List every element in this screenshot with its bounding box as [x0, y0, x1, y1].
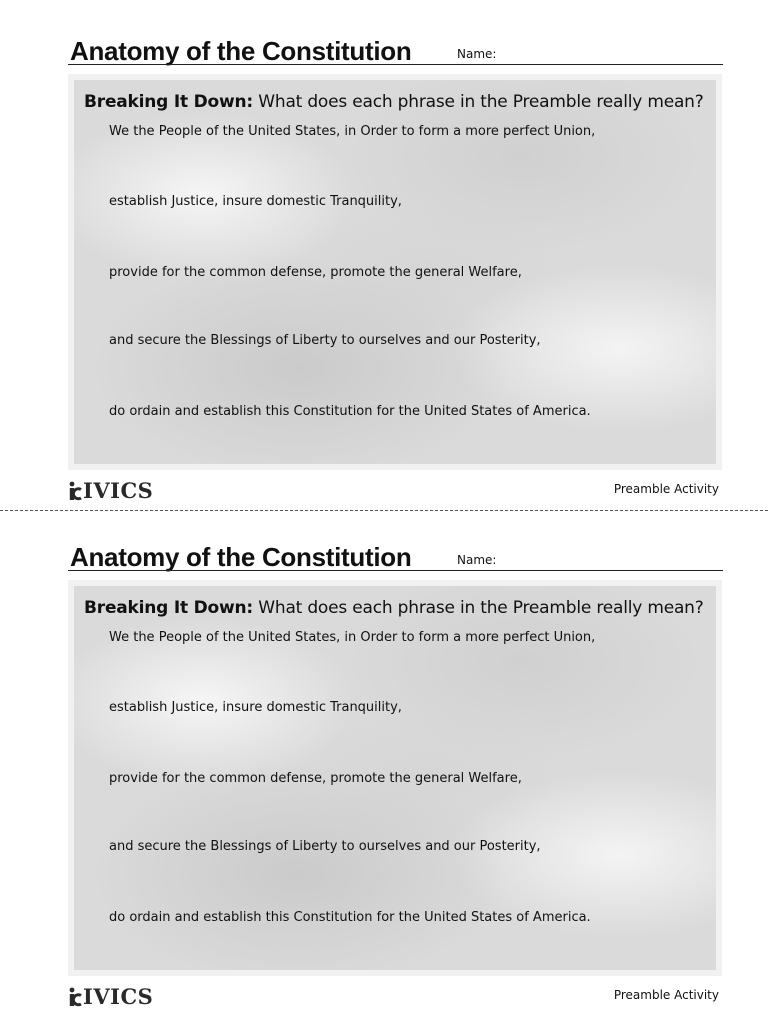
page-title: Anatomy of the Constitution — [70, 36, 412, 66]
icivics-logo — [68, 986, 153, 1007]
heading-lead: Breaking It Down: — [84, 598, 254, 618]
preamble-phrase: provide for the common defense, promote the general Welfare, — [109, 265, 522, 280]
preamble-phrase: and secure the Blessings of Liberty to ourselves and our Posterity, — [109, 839, 541, 854]
heading-lead: Breaking It Down: — [84, 92, 254, 112]
logo-wordmark: IVICS — [83, 984, 154, 1009]
preamble-panel — [68, 74, 722, 470]
preamble-phrase: We the People of the United States, in Order to form a more perfect Union, — [109, 630, 596, 645]
heading-question: What does each phrase in the Preamble really mean? — [258, 598, 704, 618]
worksheet-bottom — [0, 506, 768, 1009]
name-line — [68, 570, 723, 571]
preamble-phrase: do ordain and establish this Constitution for the United States of America. — [109, 404, 591, 419]
preamble-phrase: We the People of the United States, in Order to form a more perfect Union, — [109, 124, 596, 139]
page-title: Anatomy of the Constitution — [70, 542, 412, 572]
name-line — [68, 64, 723, 65]
icivics-logo-icon — [68, 987, 82, 1007]
preamble-phrase: establish Justice, insure domestic Tranquility, — [109, 700, 402, 715]
panel-heading — [84, 92, 704, 112]
preamble-phrase: provide for the common defense, promote the general Welfare, — [109, 771, 522, 786]
paper-texture — [74, 586, 716, 970]
heading-question: What does each phrase in the Preamble really mean? — [258, 92, 704, 112]
preamble-phrase: establish Justice, insure domestic Tranquility, — [109, 194, 402, 209]
panel-heading — [84, 598, 704, 618]
name-label: Name: — [457, 47, 497, 61]
preamble-phrase: and secure the Blessings of Liberty to ourselves and our Posterity, — [109, 333, 541, 348]
name-label: Name: — [457, 553, 497, 567]
preamble-phrase: do ordain and establish this Constitution for the United States of America. — [109, 910, 591, 925]
footer-label: Preamble Activity — [613, 482, 719, 496]
paper-texture — [74, 80, 716, 464]
icivics-logo — [68, 480, 153, 501]
logo-wordmark: IVICS — [83, 478, 154, 503]
preamble-panel — [68, 580, 722, 976]
icivics-logo-icon — [68, 481, 82, 501]
footer-label: Preamble Activity — [613, 988, 719, 1002]
worksheet-top — [0, 0, 768, 503]
